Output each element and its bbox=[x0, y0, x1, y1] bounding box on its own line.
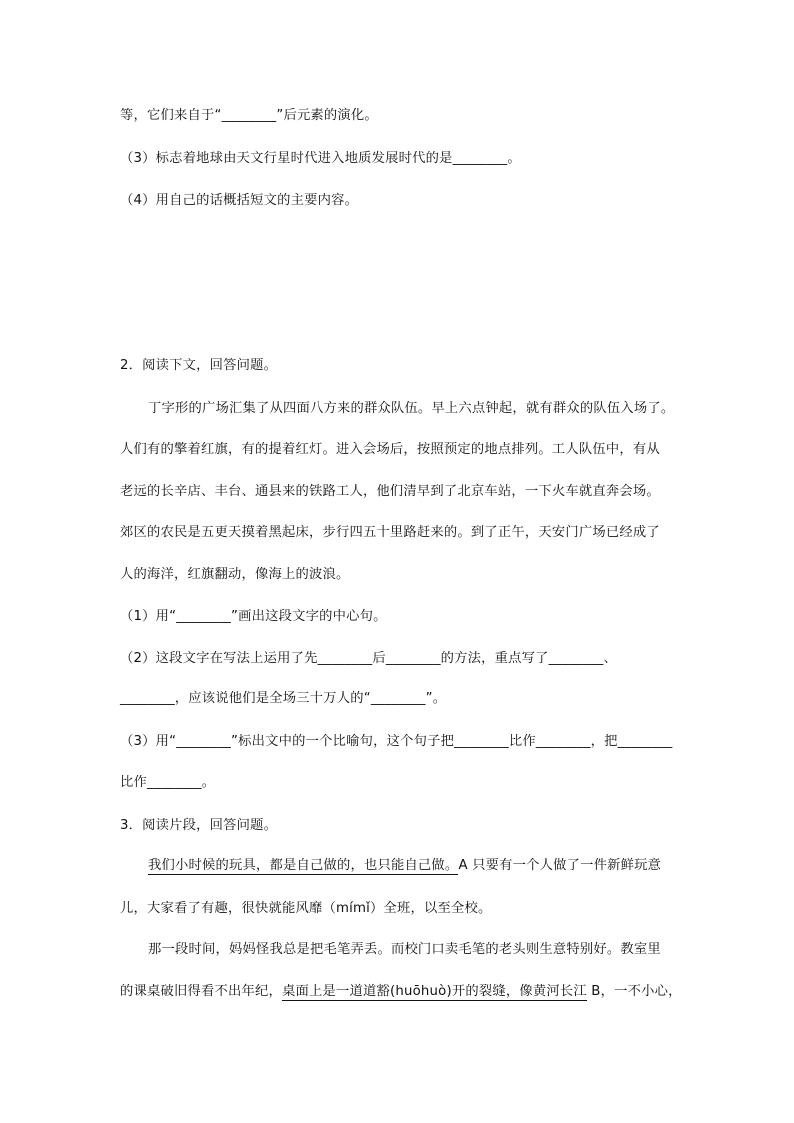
section-3-heading: 3．阅读片段，回答问题。 bbox=[120, 818, 278, 833]
question-3: （3）用“________”标出文中的一个比喻句，这个句子把________比作________，把________ bbox=[120, 734, 673, 749]
passage-text: 的课桌破旧得看不出年纪， bbox=[120, 984, 282, 999]
question-2: （2）这段文字在写法上运用了先________后________的方法，重点写了________、 bbox=[120, 651, 617, 666]
question-3: （3）标志着地球由天文行星时代进入地质发展时代的是________。 bbox=[120, 151, 521, 166]
passage-text: A 只要有一个人做了一件新鲜玩意 bbox=[458, 858, 662, 873]
passage-line: 老远的长辛店、丰台、通县来的铁路工人，他们清早到了北京车站，一下火车就直奔会场。 bbox=[120, 484, 660, 499]
section-2-heading: 2．阅读下文，回答问题。 bbox=[120, 358, 278, 373]
question-4: （4）用自己的话概括短文的主要内容。 bbox=[120, 193, 359, 208]
passage-line: 丁字形的广场汇集了从四面八方来的群众队伍。早上六点钟起，就有群众的队伍入场了。 bbox=[148, 401, 675, 416]
text-line: 等，它们来自于“________”后元素的演化。 bbox=[120, 108, 378, 123]
underlined-sentence: 桌面上是一道道豁(huōhuò)开的裂缝，像黄河长江 bbox=[281, 984, 587, 999]
passage-line: 人们有的擎着红旗，有的提着红灯。进入会场后，按照预定的地点排列。工人队伍中，有从 bbox=[120, 442, 660, 457]
passage-line: 人的海洋，红旗翻动，像海上的波浪。 bbox=[120, 567, 350, 582]
passage-text: B，一不小心， bbox=[586, 984, 682, 999]
passage-line bbox=[148, 857, 680, 875]
question-3-cont: 比作________。 bbox=[120, 775, 216, 790]
underlined-sentence: 我们小时候的玩具，都是自己做的，也只能自己做。 bbox=[148, 858, 459, 873]
passage-line bbox=[120, 983, 680, 1001]
question-2-cont: ________，应该说他们是全场三十万人的“________”。 bbox=[120, 691, 447, 706]
passage-line: 那一段时间，妈妈怪我总是把毛笔弄丢。而校门口卖毛笔的老头则生意特别好。教室里 bbox=[148, 942, 661, 957]
passage-line: 郊区的农民是五更天摸着黑起床，步行四五十里路赶来的。到了正午，天安门广场已经成了 bbox=[120, 525, 660, 540]
question-1: （1）用“________”画出这段文字的中心句。 bbox=[120, 609, 387, 624]
passage-line: 儿，大家看了有趣，很快就能风靡（mímǐ）全班，以至全校。 bbox=[120, 901, 492, 916]
